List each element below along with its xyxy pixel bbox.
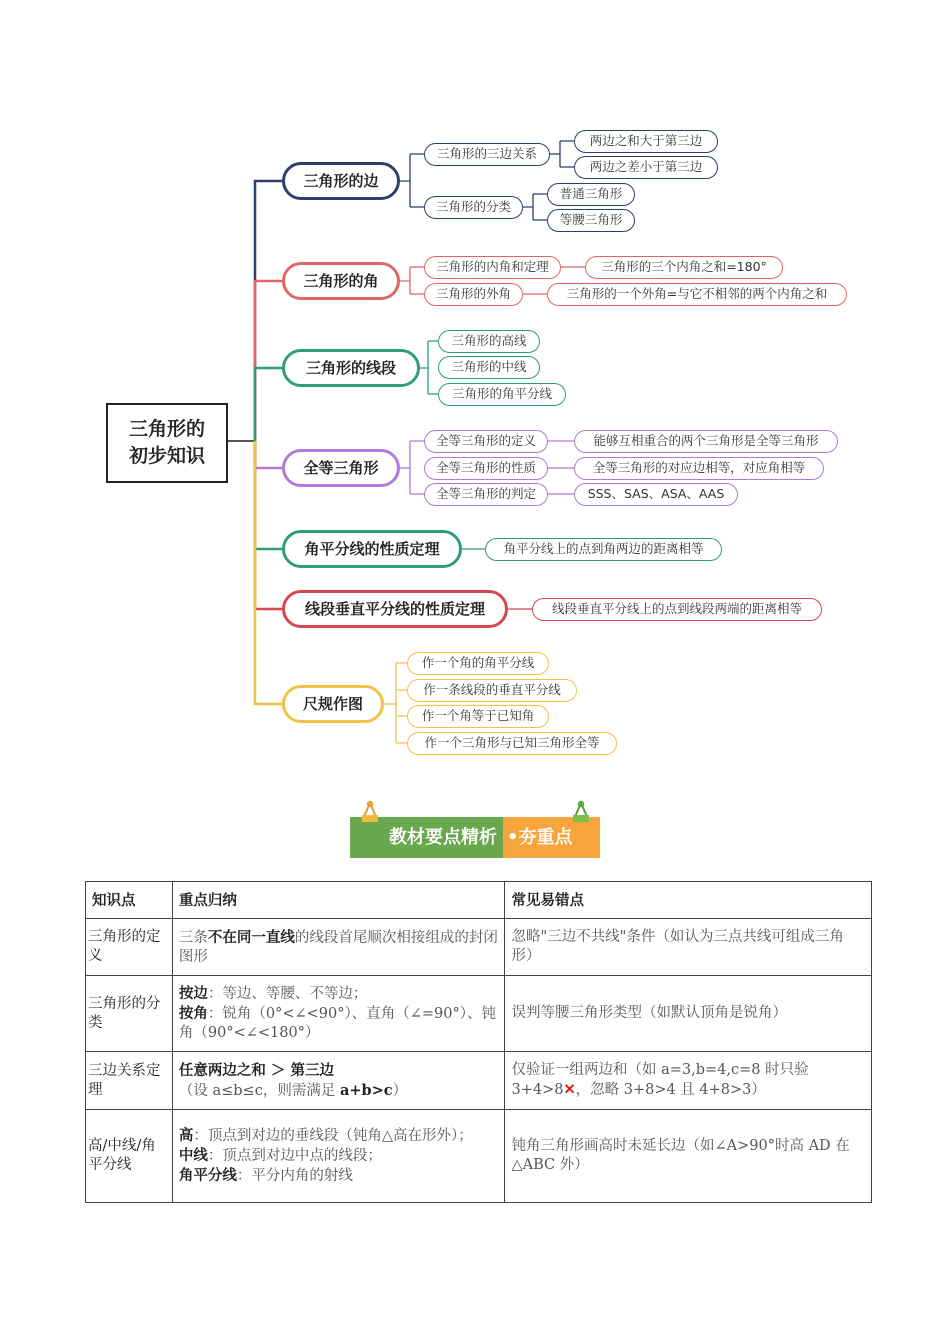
- mistake-cell: [505, 1052, 872, 1110]
- branch-construction: 尺规作图: [282, 685, 384, 723]
- root-line1: 三角形的: [128, 418, 205, 440]
- node-congruent-def: 全等三角形的定义: [424, 430, 548, 453]
- binder-clip-icon: [359, 799, 381, 823]
- branch-angles: 三角形的角: [282, 262, 400, 300]
- node-construct-a: 作一个角的角平分线: [407, 652, 549, 675]
- summary-text: 的线段首尾顺次相接组成的封闭图形: [178, 929, 498, 965]
- summary-bold: 按边: [178, 985, 208, 1002]
- node-congruent-prop: 全等三角形的性质: [424, 457, 548, 480]
- banner-right: •夯重点: [503, 817, 600, 858]
- topic-cell: 三角形的分类: [86, 976, 173, 1052]
- table-row: [86, 976, 872, 1052]
- header-summary: 重点归纳: [172, 882, 505, 919]
- summary-cell: [172, 919, 505, 976]
- node-outer-angle-detail: 三角形的一个外角=与它不相邻的两个内角之和: [547, 283, 847, 306]
- table-row: [86, 1052, 872, 1110]
- summary-text: （设 a≤b≤c，则需满足: [178, 1082, 336, 1099]
- branch-perp-bisector: 线段垂直平分线的性质定理: [282, 590, 508, 628]
- node-inner-angle-detail: 三角形的三个内角之和=180°: [585, 256, 783, 279]
- node-congruent-judge: 全等三角形的判定: [424, 483, 548, 506]
- node-outer-angle: 三角形的外角: [424, 283, 523, 306]
- summary-bold: 中线: [178, 1147, 208, 1164]
- node-side-class: 三角形的分类: [424, 196, 523, 219]
- summary-text: ：锐角（0°<∠<90°）、直角（∠=90°）、钝角（90°<∠<180°）: [178, 1006, 496, 1041]
- node-congruent-prop-detail: 全等三角形的对应边相等，对应角相等: [574, 457, 824, 480]
- branch-segments: 三角形的线段: [282, 349, 420, 387]
- summary-bold: 不在同一直线: [207, 928, 295, 946]
- node-construct-d: 作一个三角形与已知三角形全等: [407, 732, 617, 755]
- topic-cell: 三角形的定义: [86, 919, 173, 976]
- summary-bold: a+b>c: [339, 1081, 393, 1099]
- branch-sides: 三角形的边: [282, 162, 400, 200]
- summary-bold: 角平分线: [178, 1167, 237, 1184]
- table-header-row: [86, 882, 872, 919]
- branch-congruent: 全等三角形: [282, 449, 400, 487]
- section-banner: [350, 817, 600, 858]
- topic-cell: 高/中线/角平分线: [86, 1110, 173, 1203]
- summary-text: ：平分内角的射线: [236, 1168, 353, 1184]
- node-side-class-a: 普通三角形: [547, 183, 635, 206]
- summary-text: 三条: [178, 929, 208, 946]
- node-congruent-def-detail: 能够互相重合的两个三角形是全等三角形: [574, 430, 838, 453]
- summary-bold: 按角: [178, 1005, 208, 1022]
- node-median: 三角形的中线: [438, 356, 540, 379]
- header-topic: 知识点: [86, 882, 173, 919]
- mistake-cell: 误判等腰三角形类型（如默认顶角是锐角）: [505, 976, 872, 1052]
- summary-text: ：等边、等腰、不等边；: [207, 986, 368, 1002]
- node-construct-c: 作一个角等于已知角: [407, 705, 549, 728]
- table-row: [86, 1110, 872, 1203]
- root-line2: 初步知识: [128, 445, 205, 467]
- node-altitude: 三角形的高线: [438, 330, 540, 353]
- summary-bold: 高: [178, 1127, 194, 1144]
- node-side-class-b: 等腰三角形: [547, 209, 635, 232]
- mindmap-root: [106, 403, 228, 483]
- node-angle-bisector: 三角形的角平分线: [438, 383, 566, 406]
- node-bisector-detail: 角平分线上的点到角两边的距离相等: [485, 538, 722, 561]
- node-side-relation: 三角形的三边关系: [424, 143, 550, 166]
- banner-left: 教材要点精析: [350, 817, 503, 858]
- knowledge-table: [85, 881, 872, 1203]
- mistake-text: ，忽略 3+8>4 且 4+8>3）: [575, 1082, 766, 1098]
- mistake-cell: 钝角三角形画高时未延长边（如∠A>90°时高 AD 在△ABC 外）: [505, 1110, 872, 1203]
- header-mistakes: 常见易错点: [505, 882, 872, 919]
- node-construct-b: 作一条线段的垂直平分线: [407, 679, 577, 702]
- summary-cell: [172, 1052, 505, 1110]
- branch-bisector-theorem: 角平分线的性质定理: [282, 530, 462, 568]
- topic-cell: 三边关系定理: [86, 1052, 173, 1110]
- node-side-relation-b: 两边之差小于第三边: [574, 156, 718, 179]
- summary-cell: [172, 1110, 505, 1203]
- node-congruent-judge-detail: SSS、SAS、ASA、AAS: [574, 483, 738, 506]
- node-perp-detail: 线段垂直平分线上的点到线段两端的距离相等: [532, 598, 822, 621]
- mistake-cell: 忽略"三边不共线"条件（如认为三点共线可组成三角形）: [505, 919, 872, 976]
- node-side-relation-a: 两边之和大于第三边: [574, 130, 718, 153]
- binder-clip-icon: [570, 799, 592, 823]
- summary-text: ）: [392, 1082, 408, 1099]
- cross-icon: ✕: [563, 1081, 576, 1098]
- node-inner-angle: 三角形的内角和定理: [424, 256, 561, 279]
- table-row: [86, 919, 872, 976]
- mistake-text: 仅验证一组两边和（如 a=3,b=4,c=8 时只验 3+4>8: [511, 1062, 809, 1098]
- summary-text: ：顶点到对边的垂线段（钝角△高在形外）；: [193, 1128, 473, 1144]
- summary-bold: 任意两边之和 ＞ 第三边: [178, 1061, 334, 1079]
- summary-text: ：顶点到对边中点的线段；: [207, 1148, 382, 1164]
- summary-cell: [172, 976, 505, 1052]
